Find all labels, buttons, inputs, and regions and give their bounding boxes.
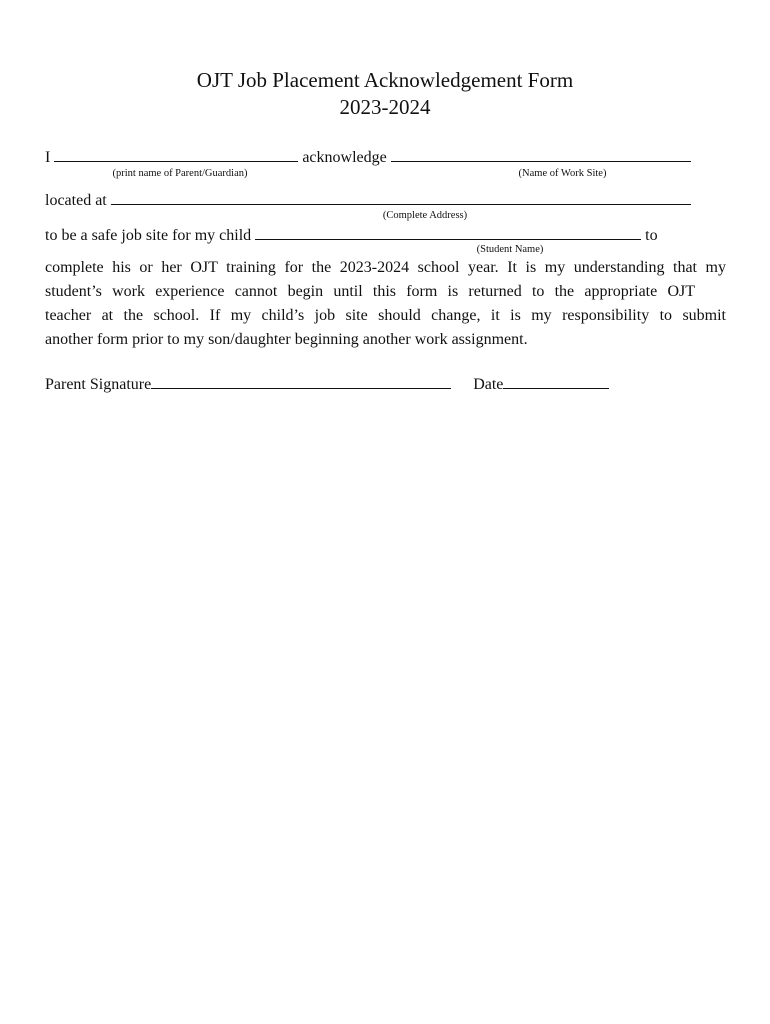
worksite-caption: (Name of Work Site) bbox=[518, 168, 607, 179]
guardian-name-field[interactable] bbox=[54, 147, 298, 162]
guardian-caption: (print name of Parent/Guardian) bbox=[112, 168, 248, 179]
student-line bbox=[45, 225, 658, 246]
address-field[interactable] bbox=[111, 190, 691, 205]
paragraph-line-2: student’s work experience cannot begin until this form is returned to the appropriate OJT bbox=[45, 283, 695, 300]
line1-acknowledge: acknowledge bbox=[302, 149, 387, 166]
address-caption: (Complete Address) bbox=[382, 210, 468, 221]
worksite-name-field[interactable] bbox=[391, 147, 691, 162]
parent-signature-label: Parent Signature bbox=[45, 376, 152, 393]
parent-signature-field[interactable] bbox=[151, 374, 451, 389]
line1-prefix: I bbox=[45, 149, 51, 166]
paragraph-line-4: another form prior to my son/daughter beginning another work assignment. bbox=[45, 331, 528, 348]
line2-prefix: located at bbox=[45, 192, 107, 209]
paragraph-line-1: complete his or her OJT training for the 2023-2024 school year. It is my understanding that my bbox=[45, 259, 726, 276]
form-title: OJT Job Placement Acknowledgement Form bbox=[196, 68, 574, 92]
line3-prefix: to be a safe job site for my child bbox=[45, 227, 252, 244]
line3-suffix: to bbox=[645, 227, 658, 244]
student-name-field[interactable] bbox=[255, 225, 641, 240]
student-caption: (Student Name) bbox=[476, 244, 544, 255]
located-at-line bbox=[45, 190, 691, 211]
date-field[interactable] bbox=[503, 374, 609, 389]
date-label: Date bbox=[473, 376, 504, 393]
acknowledgement-paragraph bbox=[45, 256, 726, 352]
signature-line bbox=[45, 374, 609, 395]
form-year: 2023-2024 bbox=[339, 95, 431, 119]
guardian-acknowledge-line bbox=[45, 147, 691, 168]
paragraph-line-3: teacher at the school. If my child’s job site should change, it is my responsibility to submit bbox=[45, 307, 726, 324]
